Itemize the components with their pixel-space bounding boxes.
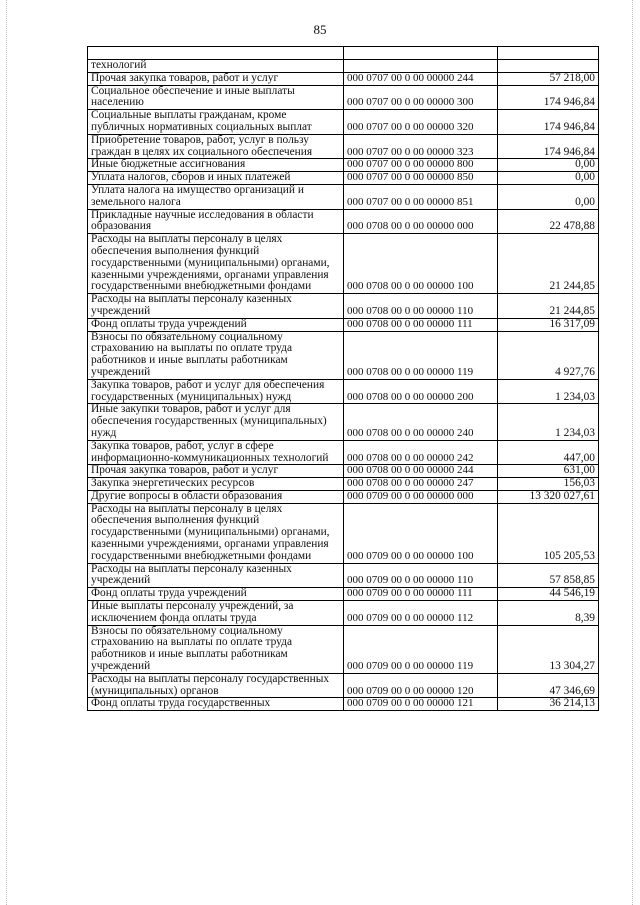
table-row: [88, 331, 599, 379]
row-name-cell: Расходы на выплаты персоналу в целях обеспечения выполнения функций государственными (муниципальными) органами, казенными учреждениями, органами управления государственными внебюджетными фондами: [88, 503, 344, 563]
row-name-cell: Расходы на выплаты персоналу казенных учреждений: [88, 294, 344, 319]
row-code-cell: 000 0708 00 0 00 00000 110: [344, 294, 498, 319]
table-row: [88, 404, 599, 440]
row-name-cell: Прикладные научные исследования в области образования: [88, 209, 344, 234]
row-code-cell: 000 0709 00 0 00 00000 000: [344, 490, 498, 503]
row-sum-cell: 1 234,03: [498, 404, 599, 440]
blank-cell: [88, 47, 344, 60]
row-name-cell: Фонд оплаты труда учреждений: [88, 318, 344, 331]
row-code-cell: 000 0707 00 0 00 00000 323: [344, 134, 498, 159]
row-code-cell: 000 0709 00 0 00 00000 121: [344, 698, 498, 711]
table-row: [88, 563, 599, 588]
table-row: [88, 379, 599, 404]
row-code-cell: 000 0708 00 0 00 00000 242: [344, 440, 498, 465]
row-code-cell: 000 0707 00 0 00 00000 851: [344, 184, 498, 209]
row-code-cell: 000 0709 00 0 00 00000 110: [344, 563, 498, 588]
table-row: [88, 294, 599, 319]
row-code-cell: 000 0707 00 0 00 00000 244: [344, 72, 498, 85]
row-sum-cell: 21 244,85: [498, 294, 599, 319]
row-name-cell: Расходы на выплаты персоналу в целях обеспечения выполнения функций государственными (муниципальными) органами, казенными учреждениями, органами управления государственными внебюджетными фондами: [88, 234, 344, 294]
row-sum-cell: 21 244,85: [498, 234, 599, 294]
table-row: [88, 72, 599, 85]
table-row: [88, 184, 599, 209]
row-code-cell: 000 0707 00 0 00 00000 300: [344, 85, 498, 110]
table-row: [88, 172, 599, 185]
table-row: [88, 465, 599, 478]
row-name-cell: Прочая закупка товаров, работ и услуг: [88, 72, 344, 85]
row-sum-cell: 156,03: [498, 478, 599, 491]
table-row: [88, 318, 599, 331]
row-name-cell: Уплата налога на имущество организаций и земельного налога: [88, 184, 344, 209]
table-row: [88, 110, 599, 135]
table-header-blank-row: [88, 47, 599, 60]
row-sum-cell: 8,39: [498, 601, 599, 626]
row-name-cell: Другие вопросы в области образования: [88, 490, 344, 503]
row-sum-cell: 57 858,85: [498, 563, 599, 588]
row-name-cell: Прочая закупка товаров, работ и услуг: [88, 465, 344, 478]
right-margin-line: [632, 0, 634, 905]
row-code-cell: 000 0708 00 0 00 00000 200: [344, 379, 498, 404]
row-sum-cell: 1 234,03: [498, 379, 599, 404]
blank-cell: [498, 47, 599, 60]
row-name-cell: Уплата налогов, сборов и иных платежей: [88, 172, 344, 185]
row-sum-cell: 47 346,69: [498, 673, 599, 698]
table-row: [88, 698, 599, 711]
row-sum-cell: 447,00: [498, 440, 599, 465]
row-name-cell: Закупка товаров, работ, услуг в сфере информационно-коммуникационных технологий: [88, 440, 344, 465]
page-number: 85: [313, 22, 327, 37]
row-code-cell: 000 0707 00 0 00 00000 850: [344, 172, 498, 185]
budget-table-body: [88, 47, 599, 711]
table-row: [88, 625, 599, 673]
row-name-cell: Иные выплаты персоналу учреждений, за исключением фонда оплаты труда: [88, 601, 344, 626]
table-row: [88, 478, 599, 491]
row-sum-cell: [498, 60, 599, 73]
row-sum-cell: 22 478,88: [498, 209, 599, 234]
row-name-cell: Иные закупки товаров, работ и услуг для обеспечения государственных (муниципальных) нужд: [88, 404, 344, 440]
row-code-cell: 000 0708 00 0 00 00000 119: [344, 331, 498, 379]
row-sum-cell: 631,00: [498, 465, 599, 478]
row-code-cell: 000 0708 00 0 00 00000 244: [344, 465, 498, 478]
row-name-cell: Взносы по обязательному социальному страхованию на выплаты по оплате труда работников и иные выплаты работникам учреждений: [88, 625, 344, 673]
row-sum-cell: 0,00: [498, 159, 599, 172]
row-sum-cell: 105 205,53: [498, 503, 599, 563]
row-sum-cell: 174 946,84: [498, 110, 599, 135]
table-row: [88, 503, 599, 563]
row-sum-cell: 57 218,00: [498, 72, 599, 85]
row-sum-cell: 0,00: [498, 172, 599, 185]
row-code-cell: 000 0708 00 0 00 00000 000: [344, 209, 498, 234]
row-code-cell: 000 0709 00 0 00 00000 112: [344, 601, 498, 626]
row-name-cell: Иные бюджетные ассигнования: [88, 159, 344, 172]
row-sum-cell: 4 927,76: [498, 331, 599, 379]
table-row: [88, 60, 599, 73]
row-code-cell: 000 0709 00 0 00 00000 111: [344, 588, 498, 601]
row-sum-cell: 0,00: [498, 184, 599, 209]
row-name-cell: Социальное обеспечение и иные выплаты населению: [88, 85, 344, 110]
row-sum-cell: 174 946,84: [498, 85, 599, 110]
row-code-cell: 000 0709 00 0 00 00000 100: [344, 503, 498, 563]
row-name-cell: Расходы на выплаты персоналу казенных учреждений: [88, 563, 344, 588]
table-row: [88, 601, 599, 626]
row-name-cell: технологий: [88, 60, 344, 73]
row-name-cell: Фонд оплаты труда учреждений: [88, 588, 344, 601]
table-row: [88, 134, 599, 159]
row-code-cell: 000 0707 00 0 00 00000 320: [344, 110, 498, 135]
row-name-cell: Социальные выплаты гражданам, кроме публичных нормативных социальных выплат: [88, 110, 344, 135]
row-code-cell: 000 0709 00 0 00 00000 119: [344, 625, 498, 673]
row-name-cell: Приобретение товаров, работ, услуг в пользу граждан в целях их социального обеспечения: [88, 134, 344, 159]
row-sum-cell: 13 304,27: [498, 625, 599, 673]
table-row: [88, 490, 599, 503]
row-code-cell: [344, 60, 498, 73]
table-row: [88, 440, 599, 465]
table-row: [88, 209, 599, 234]
row-name-cell: Закупка энергетических ресурсов: [88, 478, 344, 491]
left-margin-line: [6, 0, 8, 905]
row-name-cell: Расходы на выплаты персоналу государственных (муниципальных) органов: [88, 673, 344, 698]
table-row: [88, 159, 599, 172]
blank-cell: [344, 47, 498, 60]
row-code-cell: 000 0709 00 0 00 00000 120: [344, 673, 498, 698]
table-row: [88, 234, 599, 294]
budget-table: [87, 46, 599, 711]
row-code-cell: 000 0708 00 0 00 00000 240: [344, 404, 498, 440]
table-row: [88, 673, 599, 698]
row-name-cell: Закупка товаров, работ и услуг для обеспечения государственных (муниципальных) нужд: [88, 379, 344, 404]
row-sum-cell: 16 317,09: [498, 318, 599, 331]
table-row: [88, 588, 599, 601]
table-row: [88, 85, 599, 110]
row-code-cell: 000 0708 00 0 00 00000 111: [344, 318, 498, 331]
row-code-cell: 000 0707 00 0 00 00000 800: [344, 159, 498, 172]
row-sum-cell: 13 320 027,61: [498, 490, 599, 503]
row-name-cell: Взносы по обязательному социальному страхованию на выплаты по оплате труда работников и иные выплаты работникам учреждений: [88, 331, 344, 379]
row-name-cell: Фонд оплаты труда государственных: [88, 698, 344, 711]
row-sum-cell: 174 946,84: [498, 134, 599, 159]
row-code-cell: 000 0708 00 0 00 00000 100: [344, 234, 498, 294]
row-code-cell: 000 0708 00 0 00 00000 247: [344, 478, 498, 491]
row-sum-cell: 44 546,19: [498, 588, 599, 601]
row-sum-cell: 36 214,13: [498, 698, 599, 711]
